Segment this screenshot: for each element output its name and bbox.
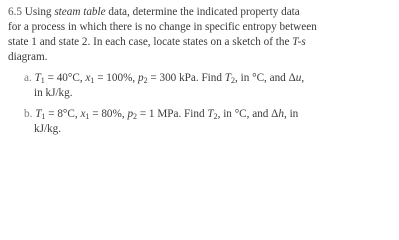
subscript: 1 xyxy=(41,112,46,121)
part-a-text: in kJ/kg. xyxy=(34,87,73,99)
problem-text: Using xyxy=(24,6,55,18)
variable: u xyxy=(295,72,302,84)
variable: p xyxy=(127,108,134,120)
part-a-line-2 xyxy=(34,86,73,100)
subscript: 2 xyxy=(213,112,218,121)
part-a-text: , in °C, and Δ xyxy=(235,72,296,84)
variable: T xyxy=(35,108,42,120)
variable: T xyxy=(34,72,41,84)
variable: T xyxy=(224,72,231,84)
part-b-text: = 8°C, xyxy=(45,108,81,120)
problem-text: diagram. xyxy=(8,51,48,63)
variable: x xyxy=(80,108,86,120)
problem-line-1 xyxy=(8,5,300,19)
problem-line-4 xyxy=(8,50,47,64)
part-a-text: = 40°C, xyxy=(44,72,86,84)
part-a-text: , xyxy=(301,72,305,84)
part-b-text: = 80%, xyxy=(89,108,128,120)
problem-number: 6.5 xyxy=(8,6,22,18)
part-a-text: = 100%, xyxy=(94,72,138,84)
part-b-text: kJ/kg. xyxy=(34,123,62,135)
problem-text-emphasis: steam table xyxy=(54,6,106,18)
subscript: 2 xyxy=(143,76,148,85)
problem-line-3 xyxy=(8,35,306,49)
subscript: 1 xyxy=(90,76,95,85)
part-b-line-1 xyxy=(24,107,298,122)
part-b-label: b. xyxy=(24,108,33,120)
problem-text: state 1 and state 2. In each case, locate states on a sketch of the xyxy=(8,36,293,48)
subscript: 1 xyxy=(40,76,45,85)
problem-text-emphasis: T-s xyxy=(292,36,306,48)
part-a-text: = 300 kPa. Find xyxy=(147,72,225,84)
part-b-text: , in °C, and Δ xyxy=(217,108,279,120)
variable: h xyxy=(278,108,284,120)
subscript: 2 xyxy=(231,76,235,85)
variable: x xyxy=(85,72,91,84)
part-b-line-2 xyxy=(34,122,61,136)
part-a-label: a. xyxy=(24,72,32,84)
problem-line-2 xyxy=(8,20,317,34)
subscript: 2 xyxy=(133,112,138,121)
variable: p xyxy=(138,72,144,84)
problem-text: data, determine the indicated property data xyxy=(105,6,300,18)
part-b-text: , in xyxy=(283,108,299,120)
problem-text: for a process in which there is no change in specific entropy between xyxy=(8,21,317,33)
part-b-text: = 1 MPa. Find xyxy=(137,108,208,120)
variable: T xyxy=(207,108,214,120)
subscript: 1 xyxy=(85,112,90,121)
part-a-line-1 xyxy=(24,71,304,86)
